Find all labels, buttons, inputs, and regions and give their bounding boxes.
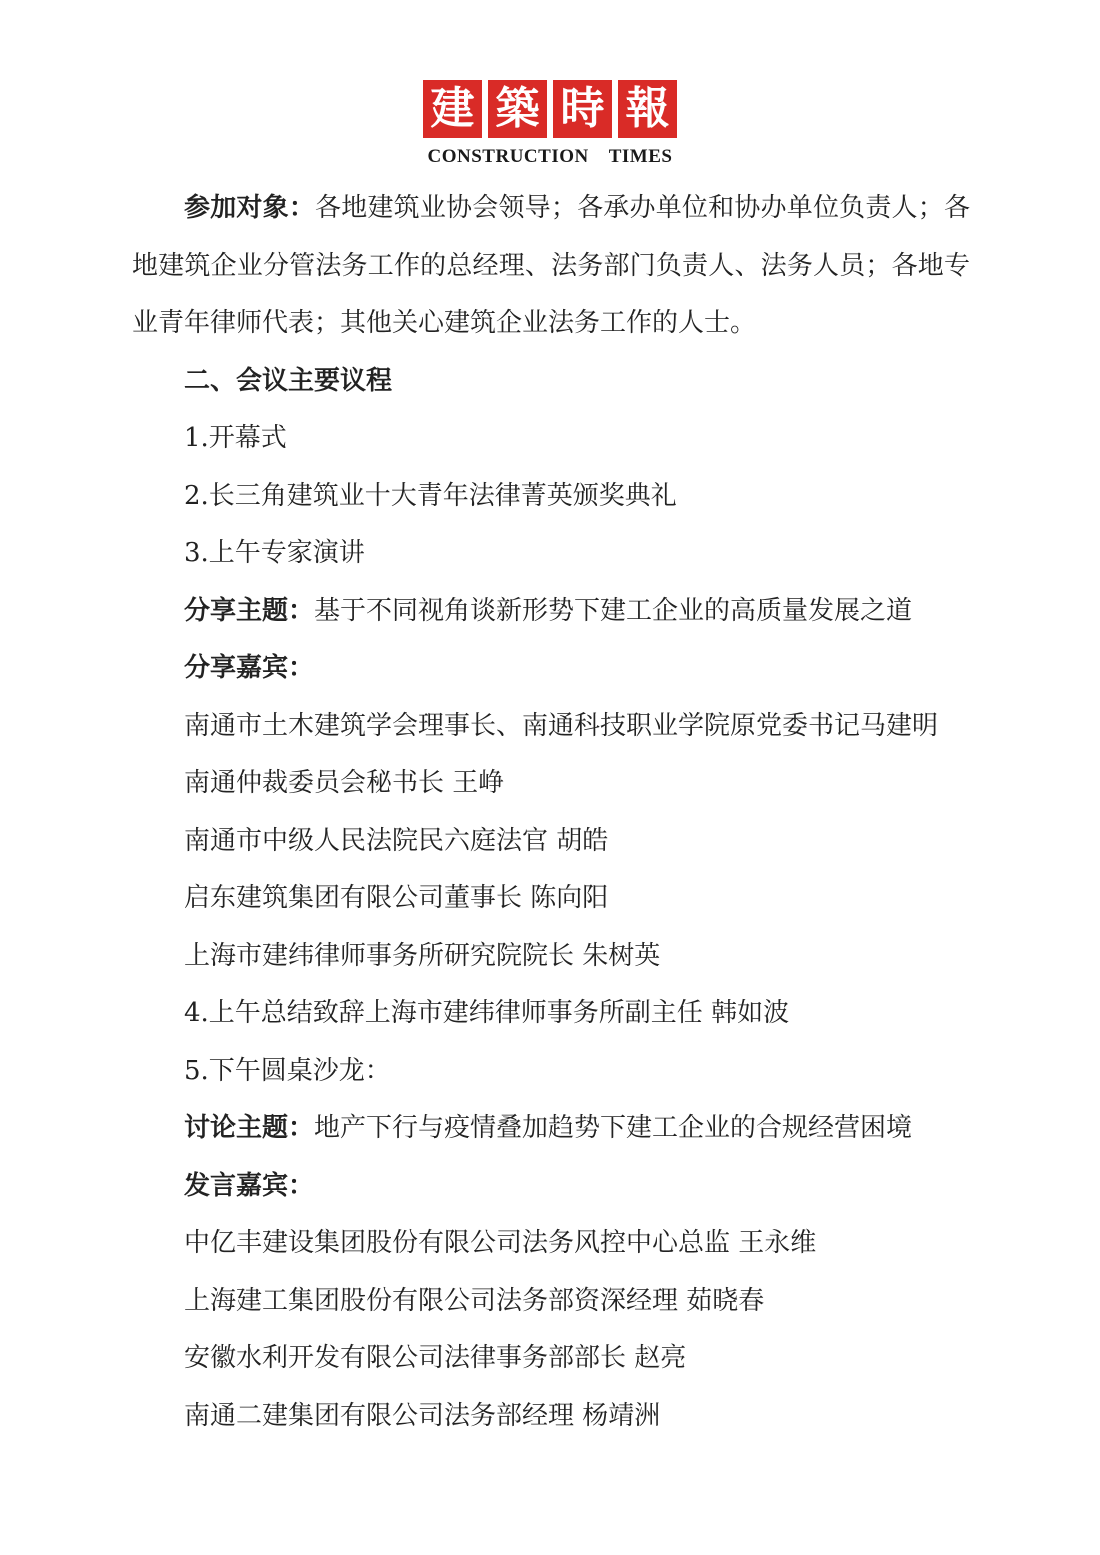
logo-subtitle-right: TIMES [608,146,673,167]
logo-char-jian: 建 [423,80,482,138]
discuss-topic-label: 讨论主题： [184,1113,315,1143]
share-guests-label: 分享嘉宾： [184,653,315,683]
speakers-label: 发言嘉宾： [184,1170,315,1201]
logo-char-bao: 報 [618,80,677,138]
share-guest-item: 南通市中级人民法院民六庭法官 胡皓 [184,825,609,856]
share-guest-item: 上海市建纬律师事务所研究院院长 朱树英 [184,940,661,971]
share-topic-label: 分享主题： [184,595,315,626]
speaker-item: 上海建工集团股份有限公司法务部资深经理 茹晓春 [184,1285,765,1316]
discuss-topic-line [132,1100,970,1158]
masthead-logo [0,80,1100,168]
logo-character-boxes [0,80,1100,138]
speaker-item: 中亿丰建设集团股份有限公司法务风控中心总监 王永维 [184,1228,817,1258]
speaker-item: 安徽水利开发有限公司法律事务部部长 赵亮 [184,1343,687,1373]
agenda-item-3: 3.上午专家演讲 [184,538,365,568]
share-topic-text: 基于不同视角谈新形势下建工企业的高质量发展之道 [314,595,913,626]
logo-subtitle-left: CONSTRUCTION [427,146,589,167]
document-body [132,180,970,1445]
logo-char-shi: 時 [553,80,612,138]
attendees-paragraph [132,180,970,353]
speaker-item: 南通二建集团有限公司法务部经理 杨靖洲 [184,1400,661,1431]
attendees-text: 各地建筑业协会领导；各承办单位和协办单位负责人；各地建筑企业分管法务工作的总经理、法务部门负责人、法务人员；各地专业青年律师代表；其他关心建筑企业法务工作的人士。 [132,193,970,338]
agenda-item-4: 4.上午总结致辞上海市建纬律师事务所副主任 韩如波 [184,998,790,1028]
attendees-label: 参加对象： [184,193,316,223]
share-guest-item: 南通仲裁委员会秘书长 王峥 [184,768,505,798]
logo-char-zhu: 築 [488,80,547,138]
logo-subtitle [0,146,1100,168]
share-topic-line [132,583,970,641]
share-guest-item: 启东建筑集团有限公司董事长 陈向阳 [184,883,609,913]
agenda-item-2: 2.长三角建筑业十大青年法律菁英颁奖典礼 [184,480,677,511]
discuss-topic-text: 地产下行与疫情叠加趋势下建工企业的合规经营困境 [314,1113,913,1143]
share-guest-item: 南通市土木建筑学会理事长、南通科技职业学院原党委书记马建明 [184,710,939,741]
agenda-item-5: 5.下午圆桌沙龙： [184,1055,391,1086]
agenda-item-1: 1.开幕式 [184,423,287,453]
agenda-heading: 二、会议主要议程 [184,365,393,396]
